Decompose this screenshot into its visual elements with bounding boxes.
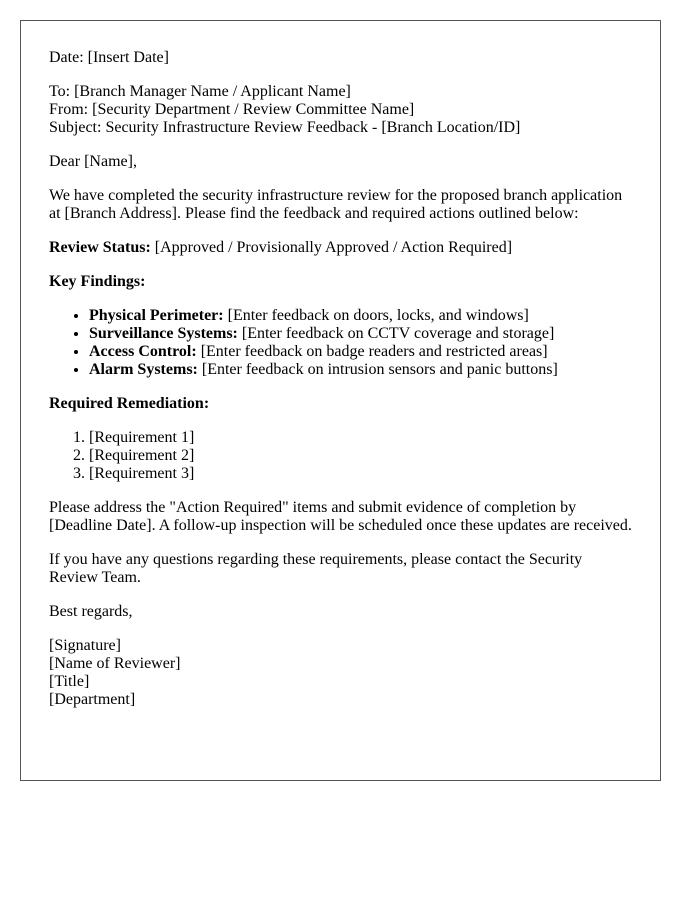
finding-item [89, 361, 632, 379]
key-findings-heading [49, 273, 632, 291]
requirement-item: 2. [Requirement 2] [89, 447, 632, 465]
review-status-value: [Approved / Provisionally Approved / Action Required] [150, 239, 513, 256]
finding-text: [Enter feedback on badge readers and restricted areas] [196, 343, 548, 360]
finding-label: Alarm Systems: [89, 361, 198, 378]
reviewer-name: [Name of Reviewer] [49, 655, 181, 672]
remediation-heading-text: Required Remediation: [49, 395, 210, 412]
from-line: From: [Security Department / Review Committee Name] [49, 101, 415, 118]
requirement-item: 3. [Requirement 3] [89, 465, 632, 483]
finding-text: [Enter feedback on doors, locks, and windows] [223, 307, 529, 324]
finding-label: Physical Perimeter: [89, 307, 224, 324]
header-block [49, 83, 632, 137]
finding-item [89, 325, 632, 343]
finding-label: Access Control: [89, 343, 197, 360]
subject-line: Subject: Security Infrastructure Review Feedback - [Branch Location/ID] [49, 119, 521, 136]
finding-item [89, 307, 632, 325]
closing: Best regards, [49, 603, 133, 620]
review-status [49, 239, 632, 257]
finding-item [89, 343, 632, 361]
deadline-paragraph: Please address the "Action Required" items and submit evidence of completion by [Deadline Date]. A follow-up inspection will be scheduled once these updates are received. [49, 499, 632, 534]
reviewer-department: [Department] [49, 691, 136, 708]
finding-text: [Enter feedback on intrusion sensors and panic buttons] [197, 361, 558, 378]
findings-list [49, 307, 632, 379]
date-line: Date: [Insert Date] [49, 49, 169, 66]
remediation-heading [49, 395, 632, 413]
finding-text: [Enter feedback on CCTV coverage and storage] [237, 325, 555, 342]
key-findings-heading-text: Key Findings: [49, 273, 146, 290]
to-line: To: [Branch Manager Name / Applicant Name] [49, 83, 351, 100]
requirements-list [49, 429, 632, 483]
reviewer-title: [Title] [49, 673, 90, 690]
salutation: Dear [Name], [49, 153, 137, 170]
finding-label: Surveillance Systems: [89, 325, 238, 342]
signature-block [49, 637, 632, 709]
contact-paragraph: If you have any questions regarding these requirements, please contact the Security Review Team. [49, 551, 583, 586]
letter [20, 20, 661, 781]
requirement-item: 1. [Requirement 1] [89, 429, 632, 447]
intro-paragraph: We have completed the security infrastructure review for the proposed branch application at [Branch Address]. Please find the feedback and required actions outlined below: [49, 187, 623, 222]
review-status-label: Review Status: [49, 239, 151, 256]
signature: [Signature] [49, 637, 121, 654]
